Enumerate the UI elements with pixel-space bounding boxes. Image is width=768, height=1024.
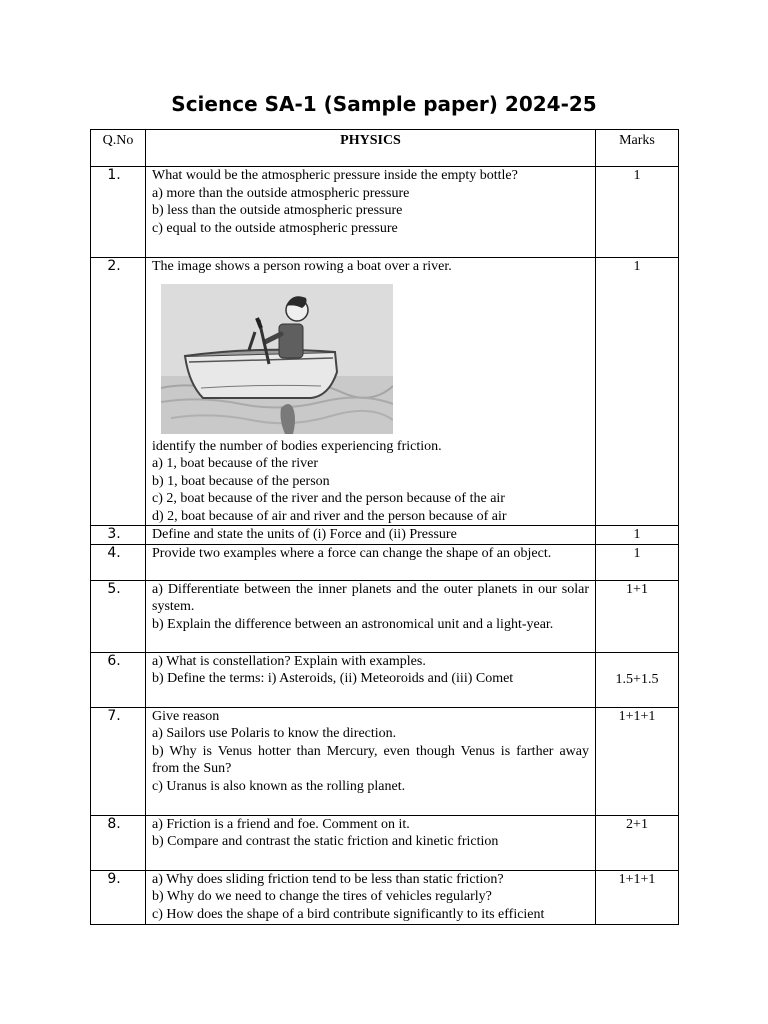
- person-rowing-boat-image: [161, 284, 393, 434]
- question-marks: 1: [596, 167, 679, 258]
- question-marks: 1+1+1: [596, 707, 679, 815]
- question-text: [146, 652, 596, 707]
- question-row: [91, 652, 679, 707]
- question-number: 5.: [91, 580, 146, 652]
- section-header: PHYSICS: [146, 130, 596, 167]
- question-line: Give reason: [152, 708, 220, 724]
- question-table: [90, 129, 679, 925]
- question-row: [91, 707, 679, 815]
- boat-figure: [152, 276, 589, 438]
- question-line: Define and state the units of (i) Force and (ii) Pressure: [152, 527, 457, 542]
- question-number: 8.: [91, 815, 146, 870]
- question-line: c) How does the shape of a bird contribute significantly to its efficient: [152, 906, 545, 922]
- question-line: a) Sailors use Polaris to know the direction.: [152, 726, 397, 741]
- question-line: b) Explain the difference between an astronomical unit and a light-year.: [152, 616, 554, 632]
- question-number: 3.: [91, 526, 146, 545]
- question-row: [91, 526, 679, 545]
- question-text: [146, 258, 596, 526]
- question-number: 4.: [91, 544, 146, 580]
- question-row: [91, 258, 679, 526]
- question-number: 1.: [91, 167, 146, 258]
- question-line: a) Differentiate between the inner planets and the outer planets in our solar system.: [152, 581, 589, 614]
- question-row: [91, 580, 679, 652]
- question-number: 6.: [91, 652, 146, 707]
- question-marks: 1+1: [596, 580, 679, 652]
- question-number: 9.: [91, 870, 146, 924]
- question-row: [91, 870, 679, 924]
- option-line: c) equal to the outside atmospheric pressure: [152, 220, 398, 236]
- question-line: c) Uranus is also known as the rolling planet.: [152, 778, 406, 794]
- question-text: [146, 870, 596, 924]
- question-marks: 1: [596, 544, 679, 580]
- question-line: b) Why do we need to change the tires of vehicles regularly?: [152, 889, 492, 904]
- option-line: b) 1, boat because of the person: [152, 473, 330, 489]
- question-marks: 1+1+1: [596, 870, 679, 924]
- question-row: [91, 815, 679, 870]
- question-line: b) Define the terms: i) Asteroids, (ii) Meteoroids and (iii) Comet: [152, 671, 514, 686]
- question-text: [146, 815, 596, 870]
- marks-header: Marks: [596, 130, 679, 167]
- question-line: identify the number of bodies experiencing friction.: [152, 438, 442, 454]
- table-header-row: [91, 130, 679, 167]
- question-text: [146, 526, 596, 545]
- option-line: a) more than the outside atmospheric pressure: [152, 185, 410, 201]
- question-line: Provide two examples where a force can change the shape of an object.: [152, 545, 552, 561]
- question-line: a) Why does sliding friction tend to be less than static friction?: [152, 871, 504, 887]
- question-line: What would be the atmospheric pressure inside the empty bottle?: [152, 168, 518, 183]
- question-line: a) What is constellation? Explain with examples.: [152, 653, 426, 669]
- question-number: 7.: [91, 707, 146, 815]
- question-line: The image shows a person rowing a boat over a river.: [152, 259, 452, 274]
- option-line: b) less than the outside atmospheric pressure: [152, 203, 403, 218]
- option-line: d) 2, boat because of air and river and the person because of air: [152, 508, 507, 524]
- question-line: b) Why is Venus hotter than Mercury, even though Venus is farther away from the Sun?: [152, 743, 589, 776]
- question-text: [146, 580, 596, 652]
- question-text: [146, 707, 596, 815]
- question-row: [91, 544, 679, 580]
- question-line: a) Friction is a friend and foe. Comment on it.: [152, 816, 410, 832]
- question-marks: 1: [596, 258, 679, 526]
- question-marks: 1: [596, 526, 679, 545]
- option-line: a) 1, boat because of the river: [152, 456, 318, 471]
- qno-header: Q.No: [91, 130, 146, 167]
- option-line: c) 2, boat because of the river and the person because of the air: [152, 491, 505, 506]
- question-text: [146, 167, 596, 258]
- question-marks: 1.5+1.5: [596, 652, 679, 707]
- question-text: [146, 544, 596, 580]
- question-marks: 2+1: [596, 815, 679, 870]
- question-line: b) Compare and contrast the static friction and kinetic friction: [152, 834, 499, 849]
- question-row: [91, 167, 679, 258]
- page-title: Science SA-1 (Sample paper) 2024-25: [171, 92, 597, 116]
- question-number: 2.: [91, 258, 146, 526]
